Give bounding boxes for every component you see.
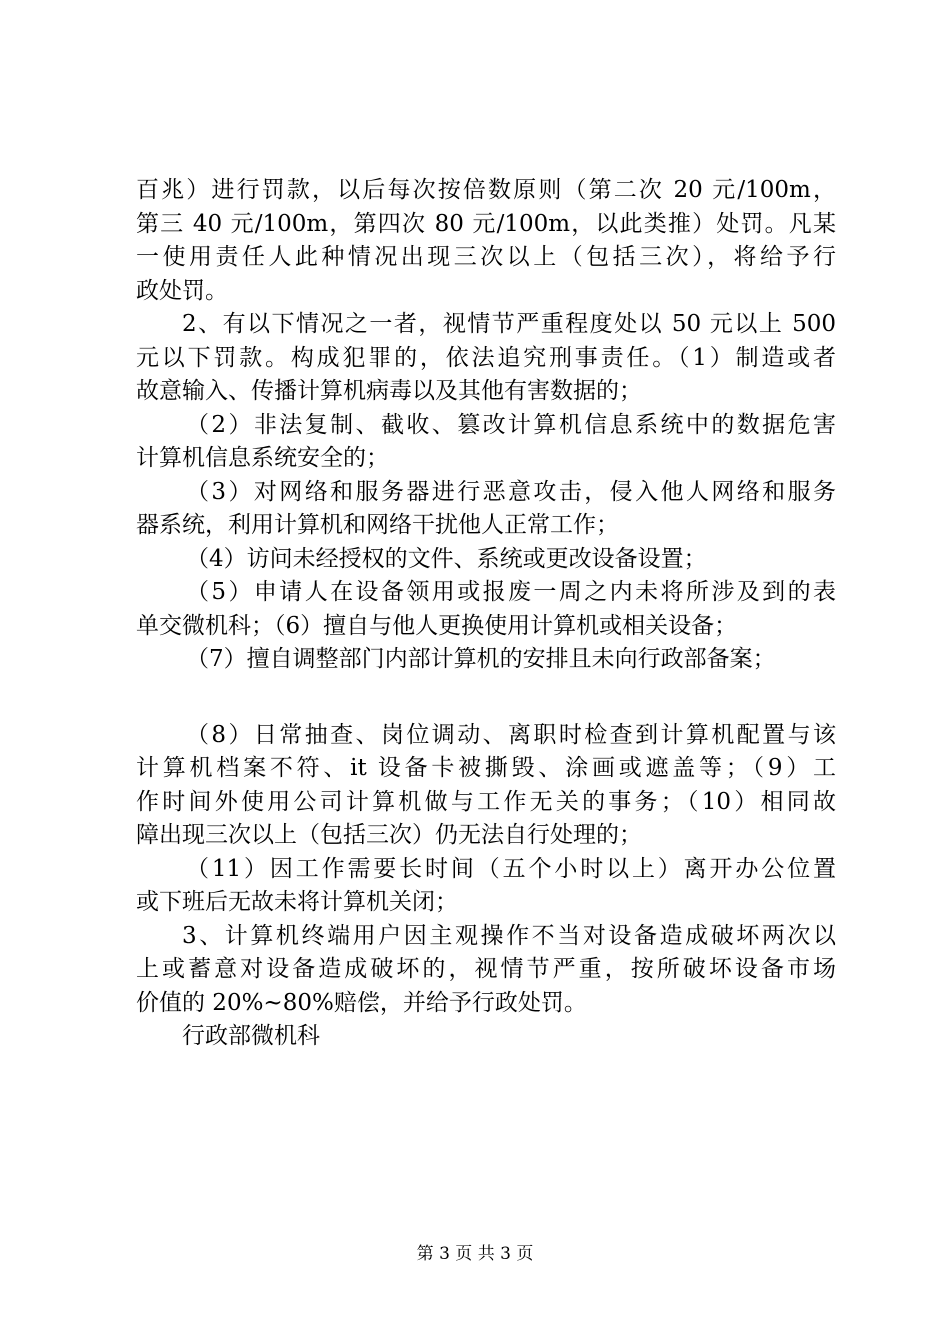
text-line: 作时间外使用公司计算机做与工作无关的事务；（10）相同故: [136, 788, 836, 815]
text-line: 2、有以下情况之一者，视情节严重程度处以 50 元以上 500: [182, 311, 836, 337]
text-line: 百兆）进行罚款，以后每次按倍数原则（第二次 20 元/100m，: [136, 177, 836, 203]
text-line: （2）非法复制、截收、篡改计算机信息系统中的数据危害: [186, 411, 836, 438]
text-line: （3）对网络和服务器进行恶意攻击，侵入他人网络和服务: [186, 478, 836, 505]
page-footer: 第 3 页 共 3 页: [416, 1244, 534, 1264]
text-line: 第三 40 元/100m，第四次 80 元/100m，以此类推）处罚。凡某: [136, 210, 836, 237]
text-line: 一使用责任人此种情况出现三次以上（包括三次），将给予行: [136, 244, 836, 270]
document-body: [136, 174, 836, 1054]
text-line: （4）访问未经授权的文件、系统或更改设备设置；: [186, 545, 707, 572]
text-line: 元以下罚款。构成犯罪的，依法追究刑事责任。（1）制造或者: [136, 344, 836, 371]
signature-line: 行政部微机科: [182, 1023, 320, 1049]
text-line: 或下班后无故未将计算机关闭；: [136, 889, 458, 915]
text-line: 故意输入、传播计算机病毒以及其他有害数据的；: [136, 378, 642, 404]
text-line: （7）擅自调整部门内部计算机的安排且未向行政部备案；: [186, 646, 776, 672]
text-line: 计算机信息系统安全的；: [136, 445, 389, 471]
text-line: 政处罚。: [136, 277, 228, 304]
text-line: （11）因工作需要长时间（五个小时以上）离开办公位置: [186, 855, 836, 882]
text-line: 价值的 20%~80%赔偿，并给予行政处罚。: [136, 989, 587, 1016]
text-line: 单交微机科；（6）擅自与他人更换使用计算机或相关设备；: [136, 612, 738, 639]
text-line: 器系统，利用计算机和网络干扰他人正常工作；: [136, 512, 619, 538]
text-line: 上或蓄意对设备造成破坏的，视情节严重，按所破坏设备市场: [136, 956, 836, 982]
text-line: 障出现三次以上（包括三次）仍无法自行处理的；: [136, 822, 642, 848]
text-line: （5）申请人在设备领用或报废一周之内未将所涉及到的表: [186, 579, 836, 605]
text-line: 计算机档案不符、it 设备卡被撕毁、涂画或遮盖等；（9）工: [136, 755, 836, 781]
paragraph-gap: [136, 677, 836, 719]
text-line: （8）日常抽查、岗位调动、离职时检查到计算机配置与该: [186, 721, 836, 748]
text-line: 3、计算机终端用户因主观操作不当对设备造成破坏两次以: [182, 922, 836, 949]
